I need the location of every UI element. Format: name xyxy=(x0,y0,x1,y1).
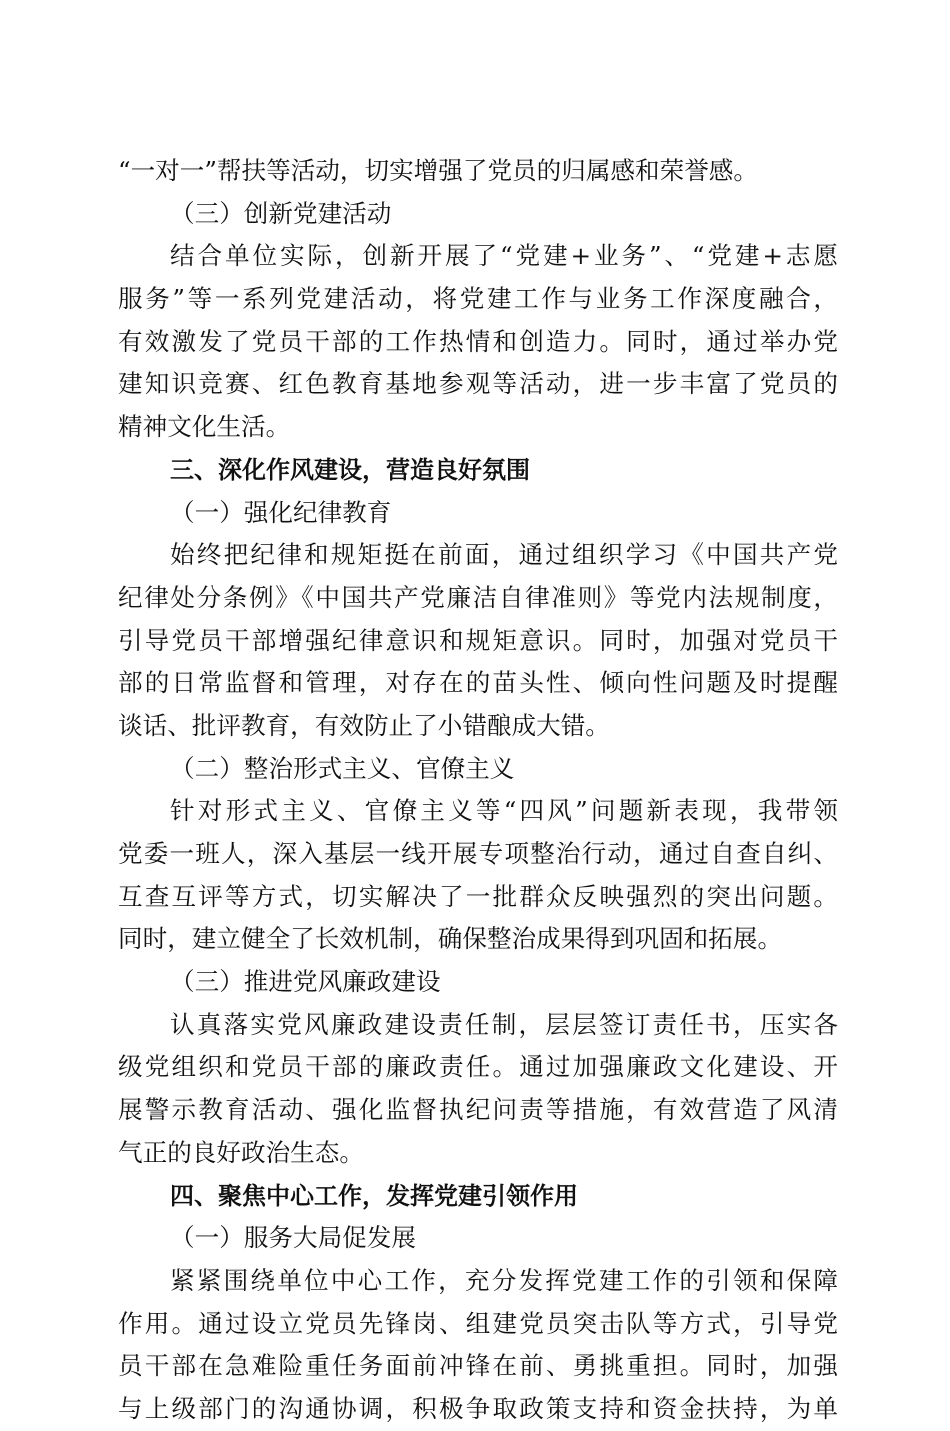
paragraph-line: 员干部在急难险重任务面前冲锋在前、勇挑重担。同时，加强 xyxy=(118,1351,838,1381)
paragraph-line: “一对一”帮扶等活动，切实增强了党员的归属感和荣誉感。 xyxy=(118,156,758,185)
subsection-heading: （二）整治形式主义、官僚主义 xyxy=(170,753,515,783)
paragraph-line: 有效激发了党员干部的工作热情和创造力。同时，通过举办党 xyxy=(118,326,838,356)
paragraph-line: 互查互评等方式，切实解决了一批群众反映强烈的突出问题。 xyxy=(118,881,838,911)
paragraph-line: 服务”等一系列党建活动，将党建工作与业务工作深度融合， xyxy=(118,284,838,314)
subsection-heading: （一）服务大局促发展 xyxy=(170,1223,416,1253)
document-body xyxy=(118,150,838,1431)
paragraph-line: 部的日常监督和管理，对存在的苗头性、倾向性问题及时提醒 xyxy=(118,668,838,698)
paragraph-line: 展警示教育活动、强化监督执纪问责等措施，有效营造了风清 xyxy=(118,1095,838,1125)
paragraph-line: 与上级部门的沟通协调，积极争取政策支持和资金扶持，为单 xyxy=(118,1393,838,1423)
subsection-heading: （三）创新党建活动 xyxy=(170,198,392,228)
paragraph-line: 引导党员干部增强纪律意识和规矩意识。同时，加强对党员干 xyxy=(118,625,838,655)
paragraph-line: 认真落实党风廉政建设责任制，层层签订责任书，压实各 xyxy=(170,1009,838,1039)
paragraph-line: 紧紧围绕单位中心工作，充分发挥党建工作的引领和保障 xyxy=(170,1265,838,1295)
paragraph-line: 始终把纪律和规矩挺在前面，通过组织学习《中国共产党 xyxy=(170,540,838,570)
paragraph-line: 党委一班人，深入基层一线开展专项整治行动，通过自查自纠、 xyxy=(118,839,838,868)
paragraph-line: 建知识竞赛、红色教育基地参观等活动，进一步丰富了党员的 xyxy=(118,369,838,399)
paragraph-line: 结合单位实际，创新开展了“党建+业务”、“党建+志愿 xyxy=(170,241,838,271)
subsection-heading: （三）推进党风廉政建设 xyxy=(170,967,441,997)
section-heading: 三、深化作风建设，营造良好氛围 xyxy=(170,455,530,484)
paragraph-line: 精神文化生活。 xyxy=(118,412,291,442)
paragraph-line: 谈话、批评教育，有效防止了小错酿成大错。 xyxy=(118,710,610,740)
paragraph-line: 针对形式主义、官僚主义等“四风”问题新表现，我带领 xyxy=(170,796,838,826)
paragraph-line: 级党组织和党员干部的廉政责任。通过加强廉政文化建设、开 xyxy=(118,1052,838,1082)
subsection-heading: （一）强化纪律教育 xyxy=(170,497,392,527)
paragraph-line: 纪律处分条例》《中国共产党廉洁自律准则》等党内法规制度， xyxy=(118,582,838,612)
paragraph-line: 气正的良好政治生态。 xyxy=(118,1137,364,1167)
paragraph-line: 同时，建立健全了长效机制，确保整治成果得到巩固和拓展。 xyxy=(118,924,783,954)
paragraph-line: 作用。通过设立党员先锋岗、组建党员突击队等方式，引导党 xyxy=(118,1308,838,1338)
section-heading: 四、聚焦中心工作，发挥党建引领作用 xyxy=(170,1181,578,1210)
